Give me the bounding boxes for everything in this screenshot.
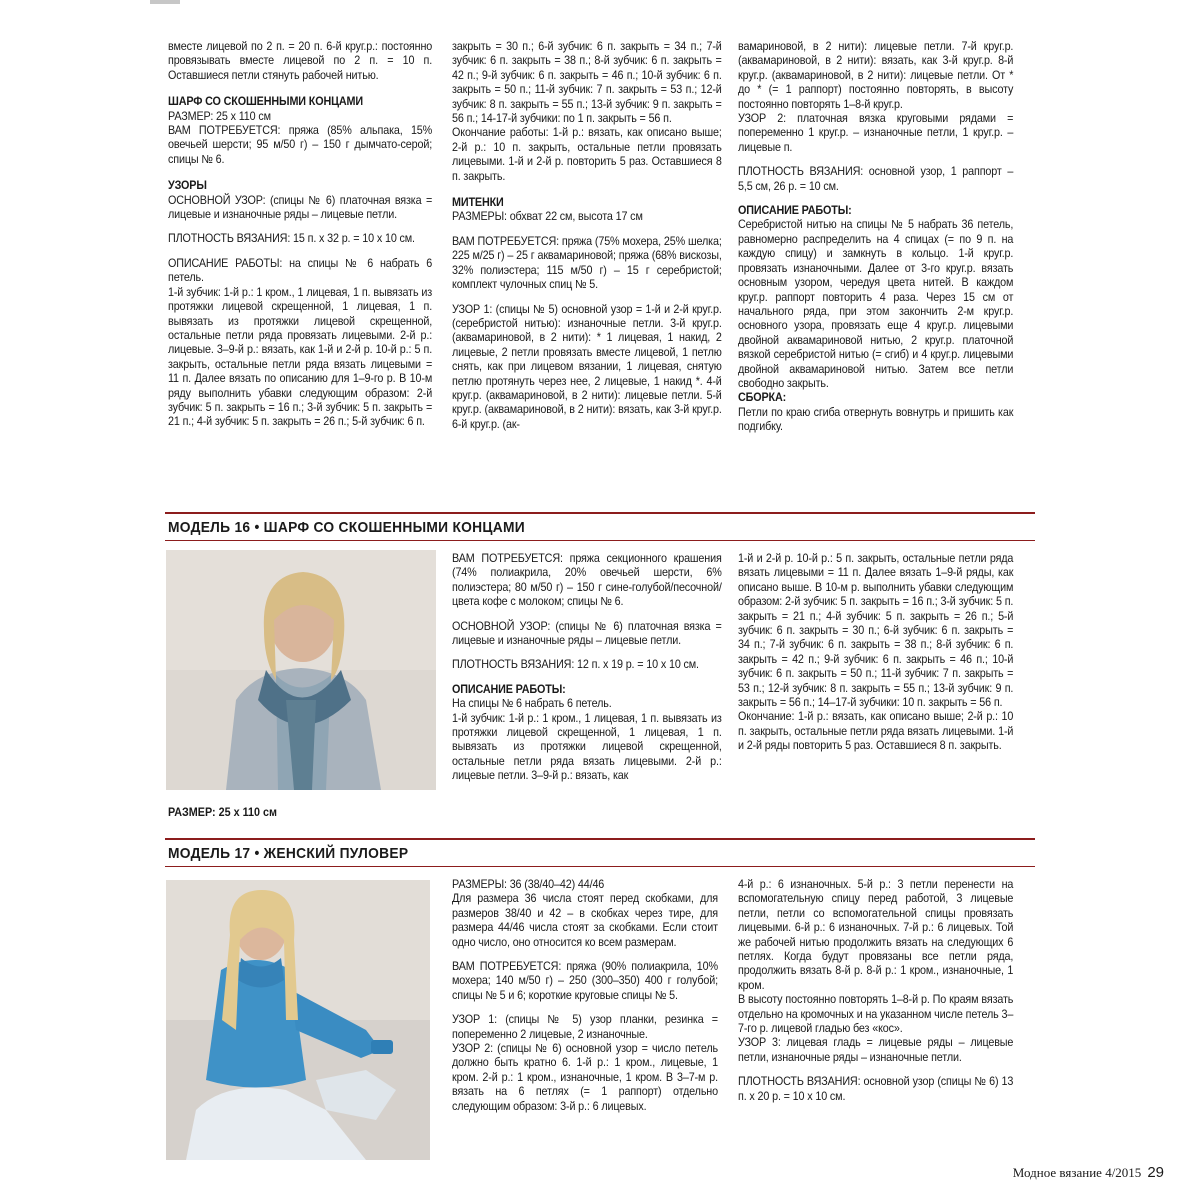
model16-size-text: РАЗМЕР: 25 х 110 см [168, 806, 277, 819]
top-c2-finish: Окончание работы: 1-й р.: вязать, как описано выше; 2-й р.: 10 п. закрыть, остальные петли провязать лицевыми. 1-й и 2-й р. повторить 5 раз. Оставшиеся 8 п. закрыть. [452, 126, 722, 183]
woman-with-scarf-illustration [166, 550, 436, 790]
top-c2-pattern1: УЗОР 1: (спицы № 5) основной узор = 1-й и 2-й круг.р. (серебристой нитью): изнаночные петли. 3-й круг.р. (аквамариновой, в 2 нити): * 1 лицевая, 1 накид, 2 лицевые, 2 петли провязать вместе лицевой, 1 петлю снять, как при лицевом вязании, 1 лицевая, снятую петлю протянуть через нее, 2 лицевые, 1 накид *. 4-й круг.р. (аквамариновой, в 2 нити): лицевые петли. 5-й круг.р. (аквамариновой, в 2 нити): вязать, как 3-й круг.р. 6-й круг.р. (ак- [452, 302, 722, 431]
footer-page-number: 29 [1147, 1164, 1164, 1181]
model17-column-1 [452, 878, 718, 1114]
model16-title: МОДЕЛЬ 16 • ШАРФ СО СКОШЕННЫМИ КОНЦАМИ [168, 519, 525, 536]
model16-column-1 [452, 552, 722, 784]
page-footer [1013, 1164, 1164, 1181]
top-c1-heading-patterns: УЗОРЫ [168, 179, 207, 193]
m16-c1-cast-on: На спицы № 6 набрать 6 петель. [452, 697, 612, 711]
model16-photo [166, 550, 436, 790]
top-c2-materials: ВАМ ПОТРЕБУЕТСЯ: пряжа (75% мохера, 25% шелка; 225 м/25 г) – 25 г аквамариновой; пряжа (68% вискозы, 32% полиэстера; 115 м/50 г) – 15 г серебристой; комплект чулочных спиц № 5. [452, 234, 722, 292]
top-c3-gauge: ПЛОТНОСТЬ ВЯЗАНИЯ: основной узор, 1 раппорт – 5,5 см, 26 р. = 10 см. [738, 165, 1014, 193]
model16-top-rule [165, 512, 1035, 514]
model17-photo [166, 880, 430, 1160]
top-column-1 [168, 40, 432, 430]
model16-bottom-rule [165, 540, 1035, 541]
m16-c1-heading-description: ОПИСАНИЕ РАБОТЫ: [452, 682, 566, 696]
m16-c1-main-pattern: ОСНОВНОЙ УЗОР: (спицы № 6) платочная вязка = лицевые и изнаночные ряды – лицевые петли. [452, 619, 722, 648]
top-c1-materials: ВАМ ПОТРЕБУЕТСЯ: пряжа (85% альпака, 15% овечьей шерсти; 95 м/50 г) – 150 г дымчато-серой; спицы № 6. [168, 124, 433, 166]
model17-title: МОДЕЛЬ 17 • ЖЕНСКИЙ ПУЛОВЕР [168, 845, 409, 862]
m16-c1-instructions: 1-й зубчик: 1-й р.: 1 кром., 1 лицевая, 1 п. вывязать из протяжки лицевой скрещенной, 1 лицевая, 1 п. вывязать из протяжки лицевой скрещенной, остальные петли ряда вязать лицевыми. 2-й р.: лицевые петли. 3–9-й р.: вязать, как [452, 711, 722, 783]
m17-c1-size-note: Для размера 36 числа стоят перед скобками, для размеров 38/40 и 42 – в скобках через тире, для размера 44/46 числа стоят за скобками. Если стоит одно число, оно относится ко всем размерам. [452, 892, 718, 949]
m16-c2-finish: Окончание: 1-й р.: вязать, как описано выше; 2-й р.: 10 п. закрыть, остальные петли ряда вязать лицевыми. 1-й и 2-й ряды повторить 5 раз. Оставшиеся 8 п. закрыть. [738, 710, 1014, 753]
top-c2-sizes: РАЗМЕРЫ: обхват 22 см, высота 17 см [452, 210, 643, 224]
top-c1-heading-scarf: ШАРФ СО СКОШЕННЫМИ КОНЦАМИ [168, 95, 363, 109]
m16-c2-instructions: 1-й и 2-й р. 10-й р.: 5 п. закрыть, остальные петли ряда вязать лицевыми = 11 п. Далее вязать 1–9-й ряды, как описано выше. В 10-м р. выполнить убавки следующим образом: 2-й зубчик: 5 п. закрыть = 16 п.; 3-й зубчик: 5 п. закрыть = 21 п.; 4-й зубчик: 5 п. закрыть = 26 п.; 5-й зубчик: 6 п. закрыть = 30 п.; 6-й зубчик: 6 п. закрыть = 34 п.; 7-й зубчик: 6 п. закрыть = 38 п.; 8-й зубчик: 6 п. закрыть = 42 п.; 9-й зубчик: 6 п. закрыть = 46 п.; 10-й зубчик: 6 п. закрыть = 50 п.; 11-й зубчик: 7 п. закрыть = 53 п.; 12-й зубчик: 8 п. закрыть = 55 п.; 13-й зубчик: 9 п. закрыть = 56 п.; 14–17-й зубчики: 10 п. закрыть = 56 п. [738, 552, 1014, 710]
page-corner-mark [150, 0, 180, 4]
model16-column-2 [738, 552, 1013, 754]
top-c3-p0: вамариновой, в 2 нити): лицевые петли. 7-й круг.р. (аквамариновой, в 2 нити): вязать, как 3-й круг.р. 8-й круг.р. (аквамариновой, в 2 нити): лицевые петли. От * до * (= 1 раппорт) постоянно повторять, в высоту постоянно повторять 1–8-й круг.р. [738, 40, 1014, 111]
top-c3-assembly: Петли по краю сгиба отвернуть вовнутрь и пришить как подгибку. [738, 405, 1014, 434]
m16-c1-materials: ВАМ ПОТРЕБУЕТСЯ: пряжа секционного крашения (74% полиакрила, 20% овечьей шерсти, 6% полиэстера; 80 м/50 г) – 150 г сине-голубой/песочной/цвета кофе с молоком; спицы № 6. [452, 552, 722, 609]
top-c3-heading-description: ОПИСАНИЕ РАБОТЫ: [738, 204, 852, 218]
top-c3-heading-assembly: СБОРКА: [738, 391, 787, 405]
top-c1-gauge: ПЛОТНОСТЬ ВЯЗАНИЯ: 15 п. х 32 р. = 10 х 10 см. [168, 232, 415, 246]
top-c3-description: Серебристой нитью на спицы № 5 набрать 36 петель, равномерно распределить на 4 спицах (= по 9 п. на каждую спицу) и замкнуть в кольцо. 1-й круг.р. провязать изнаночными. Далее от 3-го круг.р. вязать основным узором, чередуя цвета нитей. В каждом круг.р. раппорт повторить 4 раза. Через 15 см от начального ряда, при этом закончить 2-м круг.р. основного узора, провязать еще 4 круг.р. лицевыми двойной аквамариновой нитью, 2 круг.р. платочной вязкой серебристой нитью (= сгиб) и 4 круг.р. лицевыми двойной аквамариновой нитью. Затем все петли свободно закрыть. [738, 218, 1014, 390]
woman-in-blue-pullover-illustration [166, 880, 430, 1160]
top-c1-main-pattern: ОСНОВНОЙ УЗОР: (спицы № 6) платочная вязка = лицевые и изнаночные ряды – лицевые петли. [168, 193, 433, 222]
model17-bottom-rule [165, 866, 1035, 867]
m17-c1-pattern1: УЗОР 1: (спицы № 5) узор планки, резинка = попеременно 2 лицевые, 2 изнаночные. [452, 1013, 718, 1041]
model17-top-rule [165, 838, 1035, 840]
top-c1-p0: вместе лицевой по 2 п. = 20 п. 6-й круг.р.: постоянно провязывать вместе лицевой по 2 п. = 10 п. Оставшиеся петли стянуть рабочей нитью. [168, 40, 433, 82]
top-column-2 [452, 40, 722, 432]
m16-c1-gauge: ПЛОТНОСТЬ ВЯЗАНИЯ: 12 п. х 19 р. = 10 х 10 см. [452, 658, 699, 672]
top-c1-description: ОПИСАНИЕ РАБОТЫ: на спицы № 6 набрать 6 петель. [168, 256, 433, 285]
m17-c1-pattern2: УЗОР 2: (спицы № 6) основной узор = число петель должно быть кратно 6. 1-й р.: 1 кром., лицевые, 1 кром. 2-й р.: 1 кром., изнаночные, 1 кром. В 3–7-м р. вязать на 6 петлях (= 1 раппорт) отдельно следующим образом: 3-й р.: 6 лицевых. [452, 1042, 718, 1113]
m17-c2-rows: 4-й р.: 6 изнаночных. 5-й р.: 3 петли перенести на вспомогательную спицу перед работой, 3 лицевые петли, петли со вспомогательной спицы провязать лицевыми. 6-й р.: 6 изнаночных. 7-й р.: 6 лицевых. Той же рабочей нитью продолжить вязать на следующих 6 петлях. Когда будут провязаны все петли ряда, продолжить вязать 8-й р. 8-й р.: 1 кром., изнаночные, 1 кром. [738, 878, 1014, 992]
top-column-3 [738, 40, 1013, 435]
top-c3-pattern2: УЗОР 2: платочная вязка круговыми рядами = попеременно 1 круг.р. – изнаночные петли, 1 круг.р. – лицевые п. [738, 112, 1014, 154]
top-c1-size: РАЗМЕР: 25 х 110 см [168, 109, 271, 123]
m17-c2-repeat: В высоту постоянно повторять 1–8-й р. По краям вязать отдельно на кромочных и на указанном числе петель 3–7-го р. лицевой гладью без «кос». [738, 993, 1014, 1036]
m17-c2-gauge: ПЛОТНОСТЬ ВЯЗАНИЯ: основной узор (спицы № 6) 13 п. х 20 р. = 10 х 10 см. [738, 1075, 1014, 1103]
model17-column-2 [738, 878, 1013, 1104]
m17-c1-materials: ВАМ ПОТРЕБУЕТСЯ: пряжа (90% полиакрила, 10% мохера; 140 м/50 г) – 250 (300–350) 400 г голубой; спицы № 5 и 6; короткие круговые спицы № 5. [452, 960, 718, 1002]
m17-c1-sizes: РАЗМЕРЫ: 36 (38/40–42) 44/46 [452, 878, 605, 891]
model16-size-caption [168, 806, 277, 819]
top-c1-instructions: 1-й зубчик: 1-й р.: 1 кром., 1 лицевая, 1 п. вывязать из протяжки лицевой скрещенной, 1 лицевая, 1 п. вывязать из протяжки лицевой скрещенной, остальные петли ряда провязать лицевыми. 2-й р.: лицевые. 3–9-й р.: вязать, как 1-й и 2-й р. 10-й р.: 5 п. закрыть, остальные петли ряда вязать лицевыми = 11 п. Далее вязать по описанию для 1–9-го р. В 10-м ряду выполнить убавки следующим образом: 2-й зубчик: 5 п. закрыть = 16 п.; 3-й зубчик: 5 п. закрыть = 21 п.; 4-й зубчик: 5 п. закрыть = 26 п.; 5-й зубчик: 6 п. [168, 285, 433, 429]
top-c2-p0: закрыть = 30 п.; 6-й зубчик: 6 п. закрыть = 34 п.; 7-й зубчик: 6 п. закрыть = 38 п.; 8-й зубчик: 6 п. закрыть = 42 п.; 9-й зубчик: 6 п. закрыть = 46 п.; 10-й зубчик: 6 п. закрыть = 50 п.; 11-й зубчик: 7 п. закрыть = 53 п.; 12-й зубчик: 8 п. закрыть = 55 п.; 13-й зубчик: 9 п. закрыть = 56 п.; 14-17-й зубчики: по 1 п. закрыть = 56 п. [452, 40, 722, 126]
m17-c2-pattern3: УЗОР 3: лицевая гладь = лицевые ряды – лицевые петли, изнаночные ряды – изнаночные петли. [738, 1036, 1014, 1064]
footer-magazine: Модное вязание 4/2015 [1012, 1165, 1142, 1180]
top-c2-heading-mittens: МИТЕНКИ [452, 196, 504, 210]
